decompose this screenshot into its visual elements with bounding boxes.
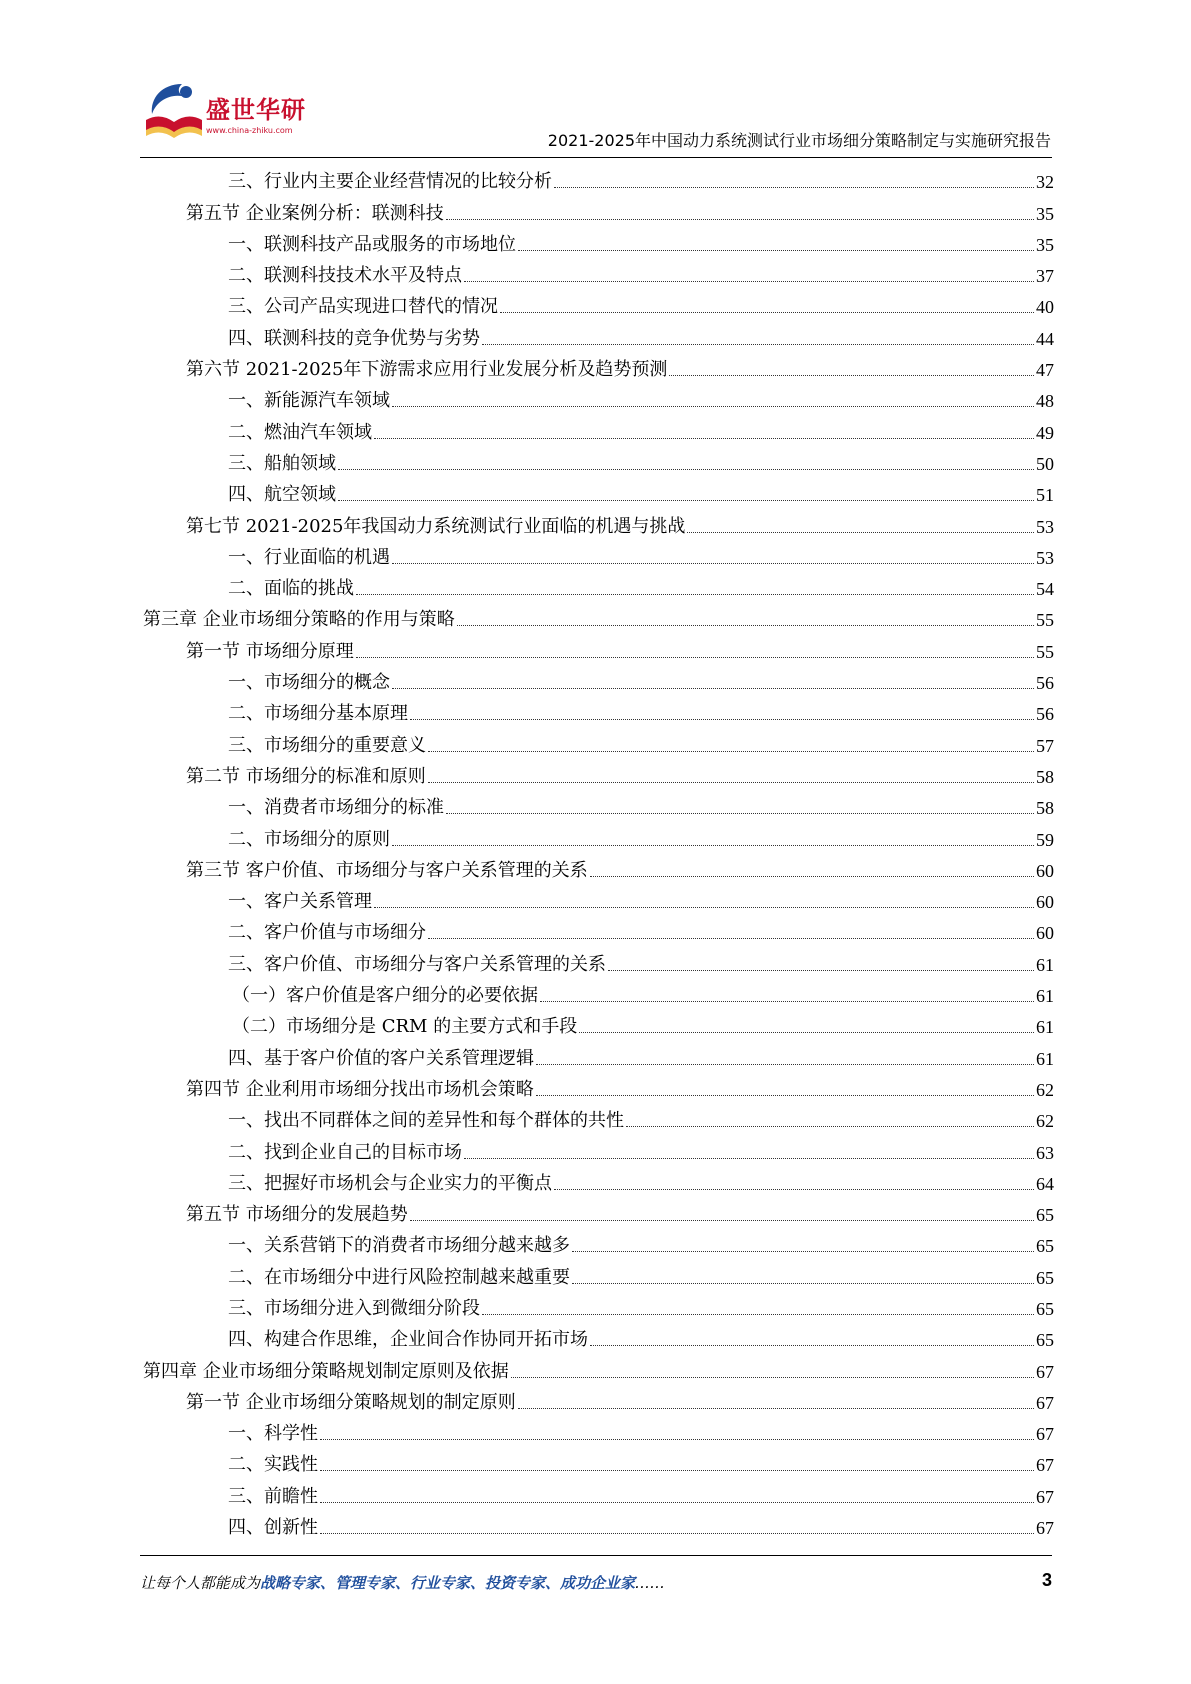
toc-entry-label: 第七节 2021-2025年我国动力系统测试行业面临的机遇与挑战	[186, 515, 686, 537]
toc-entry[interactable]	[140, 225, 1054, 256]
toc-entry-label: 第一节 市场细分原理	[186, 640, 354, 662]
toc-entry[interactable]	[140, 1445, 1054, 1476]
toc-leader-dots	[338, 469, 1034, 470]
report-title: 2021-2025年中国动力系统测试行业市场细分策略制定与实施研究报告	[547, 131, 1051, 150]
toc-entry-page: 58	[1036, 766, 1054, 787]
toc-leader-dots	[554, 1189, 1034, 1190]
toc-entry-page: 57	[1036, 735, 1054, 756]
table-of-contents	[140, 162, 1054, 1539]
toc-entry-label: （二）市场细分是 CRM 的主要方式和手段	[232, 1016, 578, 1038]
toc-leader-dots	[428, 782, 1034, 783]
toc-entry-page: 61	[1036, 1017, 1054, 1038]
toc-entry[interactable]	[140, 287, 1054, 318]
toc-leader-dots	[579, 1032, 1034, 1033]
toc-entry-page: 61	[1036, 986, 1054, 1007]
toc-entry-page: 53	[1036, 516, 1054, 537]
toc-entry-label: 二、实践性	[228, 1454, 318, 1476]
toc-entry-label: 三、前瞻性	[228, 1485, 318, 1507]
toc-entry[interactable]	[140, 1007, 1054, 1038]
toc-entry-label: 二、找到企业自己的目标市场	[228, 1141, 462, 1163]
toc-entry-page: 50	[1036, 453, 1054, 474]
toc-entry-label: 第四节 企业利用市场细分找出市场机会策略	[186, 1078, 534, 1100]
toc-entry-page: 65	[1036, 1330, 1054, 1351]
toc-entry-label: 一、科学性	[228, 1423, 318, 1445]
toc-entry[interactable]	[140, 256, 1054, 287]
toc-entry[interactable]	[140, 1476, 1054, 1507]
toc-entry[interactable]	[140, 412, 1054, 443]
toc-entry-label: 四、航空领域	[228, 484, 336, 506]
toc-entry-label: 第五节 企业案例分析：联测科技	[186, 202, 444, 224]
toc-entry-page: 67	[1036, 1455, 1054, 1476]
toc-entry-page: 61	[1036, 954, 1054, 975]
toc-entry-page: 62	[1036, 1111, 1054, 1132]
toc-entry-page: 35	[1036, 203, 1054, 224]
toc-entry-page: 60	[1036, 860, 1054, 881]
footer-slogan-suffix: ……	[635, 1574, 666, 1592]
toc-entry-page: 67	[1036, 1392, 1054, 1413]
toc-entry-page: 56	[1036, 704, 1054, 725]
toc-entry[interactable]	[140, 882, 1054, 913]
toc-leader-dots	[410, 1220, 1034, 1221]
toc-entry-page: 60	[1036, 892, 1054, 913]
toc-entry-page: 40	[1036, 297, 1054, 318]
toc-entry-label: 一、消费者市场细分的标准	[228, 797, 444, 819]
toc-leader-dots	[356, 657, 1034, 658]
toc-entry[interactable]	[140, 913, 1054, 944]
toc-leader-dots	[536, 1095, 1034, 1096]
toc-entry[interactable]	[140, 538, 1054, 569]
toc-entry-label: 一、找出不同群体之间的差异性和每个群体的共性	[228, 1110, 624, 1132]
toc-leader-dots	[320, 1533, 1034, 1534]
toc-leader-dots	[320, 1439, 1034, 1440]
toc-entry-page: 67	[1036, 1518, 1054, 1539]
logo-url: www.china-zhiku.com	[206, 126, 293, 135]
toc-entry-page: 55	[1036, 610, 1054, 631]
page-footer	[140, 1572, 1052, 1600]
toc-entry-label: 二、联测科技技术水平及特点	[228, 265, 462, 287]
toc-entry-label: 二、燃油汽车领域	[228, 421, 372, 443]
toc-entry[interactable]	[140, 631, 1054, 662]
toc-entry-label: 第五节 市场细分的发展趋势	[186, 1204, 408, 1226]
toc-entry[interactable]	[140, 694, 1054, 725]
toc-leader-dots	[687, 532, 1034, 533]
toc-entry-label: 二、面临的挑战	[228, 578, 354, 600]
toc-entry[interactable]	[140, 600, 1054, 631]
toc-entry[interactable]	[140, 1101, 1054, 1132]
toc-entry-page: 51	[1036, 485, 1054, 506]
toc-entry[interactable]	[140, 1070, 1054, 1101]
logo-name: 盛世华研	[206, 96, 306, 124]
toc-entry-label: 一、市场细分的概念	[228, 672, 390, 694]
toc-leader-dots	[482, 1314, 1034, 1315]
toc-entry-page: 56	[1036, 673, 1054, 694]
toc-entry-page: 65	[1036, 1236, 1054, 1257]
toc-entry-page: 67	[1036, 1486, 1054, 1507]
toc-leader-dots	[590, 1345, 1034, 1346]
toc-entry[interactable]	[140, 1414, 1054, 1445]
toc-leader-dots	[392, 406, 1034, 407]
toc-leader-dots	[669, 375, 1034, 376]
toc-entry[interactable]	[140, 663, 1054, 694]
toc-entry-label: 四、构建合作思维，企业间合作协同开拓市场	[228, 1329, 588, 1351]
toc-entry[interactable]	[140, 851, 1054, 882]
toc-leader-dots	[518, 1408, 1034, 1409]
toc-entry[interactable]	[140, 350, 1054, 381]
toc-entry[interactable]	[140, 506, 1054, 537]
toc-entry[interactable]	[140, 1508, 1054, 1539]
toc-entry[interactable]	[140, 162, 1054, 193]
toc-leader-dots	[572, 1283, 1034, 1284]
toc-entry[interactable]	[140, 976, 1054, 1007]
toc-leader-dots	[392, 688, 1034, 689]
toc-entry-page: 65	[1036, 1267, 1054, 1288]
toc-entry[interactable]	[140, 944, 1054, 975]
toc-entry[interactable]	[140, 1226, 1054, 1257]
toc-entry[interactable]	[140, 1038, 1054, 1069]
toc-leader-dots	[457, 625, 1034, 626]
toc-entry[interactable]	[140, 725, 1054, 756]
toc-entry[interactable]	[140, 318, 1054, 349]
toc-leader-dots	[540, 1001, 1034, 1002]
toc-entry[interactable]	[140, 1164, 1054, 1195]
toc-entry[interactable]	[140, 1257, 1054, 1288]
toc-entry-label: （一）客户价值是客户细分的必要依据	[232, 985, 538, 1007]
toc-entry-label: 第三节 客户价值、市场细分与客户关系管理的关系	[186, 859, 588, 881]
footer-slogan	[140, 1572, 665, 1593]
toc-entry-label: 三、把握好市场机会与企业实力的平衡点	[228, 1172, 552, 1194]
toc-entry-page: 35	[1036, 234, 1054, 255]
footer-slogan-prefix: 让每个人都能成为	[140, 1574, 261, 1592]
toc-entry-page: 67	[1036, 1424, 1054, 1445]
toc-entry[interactable]	[140, 1289, 1054, 1320]
toc-entry-label: 二、客户价值与市场细分	[228, 922, 426, 944]
toc-entry-page: 64	[1036, 1173, 1054, 1194]
toc-entry-label: 四、创新性	[228, 1517, 318, 1539]
toc-leader-dots	[482, 344, 1034, 345]
toc-entry[interactable]	[140, 788, 1054, 819]
header-divider	[140, 157, 1052, 158]
toc-entry[interactable]	[140, 1351, 1054, 1382]
toc-entry-label: 第三章 企业市场细分策略的作用与策略	[143, 609, 455, 631]
toc-entry-page: 65	[1036, 1205, 1054, 1226]
toc-leader-dots	[338, 500, 1034, 501]
toc-entry-page: 37	[1036, 266, 1054, 287]
toc-entry[interactable]	[140, 1132, 1054, 1163]
toc-entry[interactable]	[140, 1383, 1054, 1414]
toc-entry-label: 第二节 市场细分的标准和原则	[186, 765, 426, 787]
company-logo	[142, 80, 322, 150]
toc-entry[interactable]	[140, 193, 1054, 224]
toc-entry-label: 一、客户关系管理	[228, 891, 372, 913]
toc-entry-label: 三、船舶领域	[228, 452, 336, 474]
toc-entry[interactable]	[140, 569, 1054, 600]
toc-entry[interactable]	[140, 819, 1054, 850]
toc-leader-dots	[374, 907, 1034, 908]
toc-entry-page: 60	[1036, 923, 1054, 944]
toc-entry[interactable]	[140, 475, 1054, 506]
toc-entry-label: 一、新能源汽车领域	[228, 390, 390, 412]
toc-entry-page: 48	[1036, 391, 1054, 412]
toc-leader-dots	[500, 312, 1034, 313]
toc-entry-page: 53	[1036, 547, 1054, 568]
toc-entry-label: 四、联测科技的竞争优势与劣势	[228, 327, 480, 349]
toc-entry-label: 第一节 企业市场细分策略规划的制定原则	[186, 1391, 516, 1413]
toc-entry-label: 三、行业内主要企业经营情况的比较分析	[228, 171, 552, 193]
toc-leader-dots	[356, 594, 1034, 595]
toc-entry-page: 62	[1036, 1079, 1054, 1100]
toc-leader-dots	[392, 563, 1034, 564]
toc-entry-label: 一、联测科技产品或服务的市场地位	[228, 233, 516, 255]
toc-leader-dots	[320, 1502, 1034, 1503]
toc-entry-page: 61	[1036, 1048, 1054, 1069]
toc-leader-dots	[590, 876, 1034, 877]
toc-leader-dots	[410, 719, 1034, 720]
toc-entry-label: 二、市场细分的原则	[228, 828, 390, 850]
toc-entry-page: 67	[1036, 1361, 1054, 1382]
toc-entry-label: 三、市场细分的重要意义	[228, 734, 426, 756]
toc-leader-dots	[428, 751, 1034, 752]
toc-entry-label: 三、公司产品实现进口替代的情况	[228, 296, 498, 318]
toc-entry[interactable]	[140, 1195, 1054, 1226]
toc-entry-label: 四、基于客户价值的客户关系管理逻辑	[228, 1047, 534, 1069]
toc-entry-label: 一、关系营销下的消费者市场细分越来越多	[228, 1235, 570, 1257]
toc-entry-page: 65	[1036, 1298, 1054, 1319]
page-number: 3	[1041, 1570, 1052, 1590]
toc-leader-dots	[446, 219, 1034, 220]
toc-entry-label: 第四章 企业市场细分策略规划制定原则及依据	[143, 1360, 509, 1382]
toc-entry-label: 二、市场细分基本原理	[228, 703, 408, 725]
toc-leader-dots	[626, 1126, 1034, 1127]
footer-divider	[140, 1555, 1052, 1556]
toc-entry-page: 55	[1036, 641, 1054, 662]
toc-entry[interactable]	[140, 757, 1054, 788]
toc-entry-label: 一、行业面临的机遇	[228, 546, 390, 568]
toc-entry[interactable]	[140, 1320, 1054, 1351]
toc-leader-dots	[320, 1470, 1034, 1471]
toc-entry-page: 58	[1036, 798, 1054, 819]
footer-slogan-highlight: 战略专家、管理专家、行业专家、投资专家、成功企业家	[260, 1574, 636, 1592]
toc-entry[interactable]	[140, 444, 1054, 475]
toc-entry-page: 59	[1036, 829, 1054, 850]
book-logo-icon	[142, 80, 206, 150]
toc-entry-label: 三、市场细分进入到微细分阶段	[228, 1297, 480, 1319]
toc-leader-dots	[536, 1064, 1034, 1065]
toc-leader-dots	[464, 281, 1034, 282]
toc-leader-dots	[511, 1377, 1034, 1378]
toc-leader-dots	[374, 438, 1034, 439]
toc-leader-dots	[464, 1158, 1034, 1159]
toc-entry-label: 第六节 2021-2025年下游需求应用行业发展分析及趋势预测	[186, 359, 668, 381]
toc-leader-dots	[428, 938, 1034, 939]
toc-entry-page: 47	[1036, 360, 1054, 381]
toc-entry-page: 49	[1036, 422, 1054, 443]
toc-entry-page: 44	[1036, 328, 1054, 349]
toc-leader-dots	[572, 1251, 1034, 1252]
toc-entry-page: 32	[1036, 172, 1054, 193]
toc-leader-dots	[392, 845, 1034, 846]
toc-entry-label: 二、在市场细分中进行风险控制越来越重要	[228, 1266, 570, 1288]
toc-leader-dots	[554, 187, 1034, 188]
toc-leader-dots	[608, 970, 1034, 971]
toc-entry[interactable]	[140, 381, 1054, 412]
toc-leader-dots	[446, 813, 1034, 814]
page-header	[0, 0, 1191, 165]
toc-leader-dots	[518, 250, 1034, 251]
toc-entry-page: 63	[1036, 1142, 1054, 1163]
toc-entry-label: 三、客户价值、市场细分与客户关系管理的关系	[228, 953, 606, 975]
toc-entry-page: 54	[1036, 579, 1054, 600]
